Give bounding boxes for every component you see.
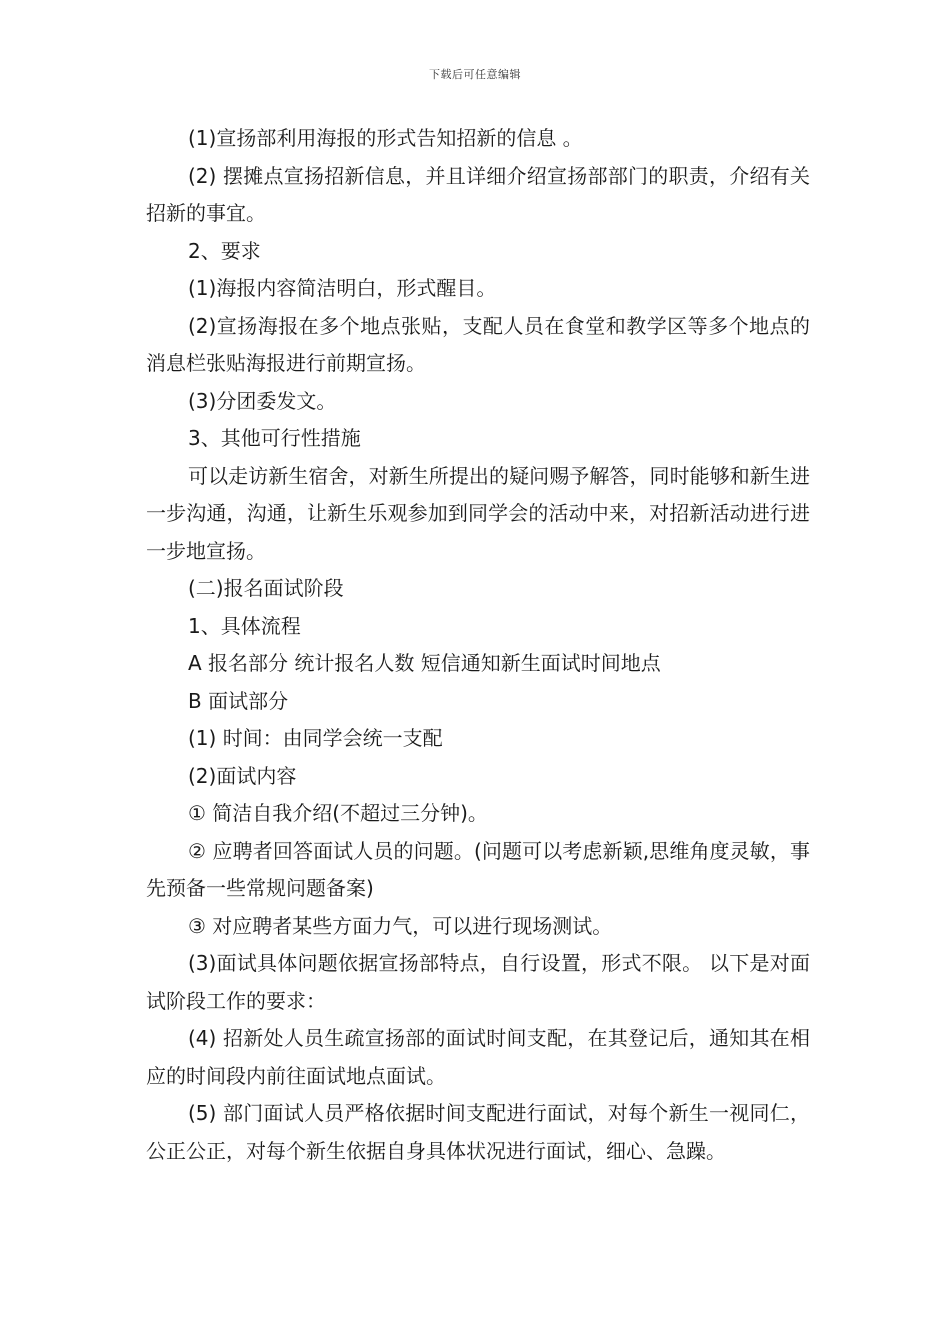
- paragraph: (3)面试具体问题依据宣扬部特点，自行设置，形式不限。 以下是对面试阶段工作的要求：: [146, 951, 810, 1013]
- paragraph: (1)宣扬部利用海报的形式告知招新的信息 。: [188, 126, 583, 150]
- section-heading: 2、要求: [188, 238, 261, 263]
- section-heading: 3、其他可行性措施: [188, 426, 361, 450]
- paragraph: 可以走访新生宿舍，对新生所提出的疑问赐予解答，同时能够和新生进一步沟通，沟通，让新生乐观参加到同学会的活动中来，对招新活动进行进一步地宣扬。: [146, 463, 810, 563]
- paragraph: (5) 部门面试人员严格依据时间支配进行面试，对每个新生一视同仁，公正公正，对每个新生依据自身具体状况进行面试，细心、急躁。: [146, 1101, 810, 1163]
- paragraph: (1) 时间：由同学会统一支配: [188, 726, 443, 750]
- paragraph: (2) 摆摊点宣扬招新信息，并且详细介绍宣扬部部门的职责，介绍有关招新的事宜。: [146, 163, 810, 225]
- document-body: [146, 120, 810, 1170]
- paragraph: (4) 招新处人员生疏宣扬部的面试时间支配，在其登记后，通知其在相应的时间段内前往面试地点面试。: [146, 1026, 810, 1088]
- section-heading: (二)报名面试阶段: [188, 576, 344, 600]
- paragraph: (2)宣扬海报在多个地点张贴，支配人员在食堂和教学区等多个地点的消息栏张贴海报进行前期宣扬。: [146, 313, 810, 375]
- list-item: ③ 对应聘者某些方面力气，可以进行现场测试。: [188, 913, 613, 938]
- paragraph: (2)面试内容: [188, 763, 297, 788]
- paragraph: A 报名部分 统计报名人数 短信通知新生面试时间地点: [188, 651, 661, 675]
- paragraph: (3)分团委发文。: [188, 388, 337, 413]
- list-item: ② 应聘者回答面试人员的问题。(问题可以考虑新颖,思维角度灵敏，事先预备一些常规问题备案): [146, 838, 810, 900]
- paragraph: B 面试部分: [188, 688, 289, 713]
- page-header: 下载后可任意编辑: [429, 68, 521, 81]
- list-item: ① 简洁自我介绍(不超过三分钟)。: [188, 801, 488, 825]
- paragraph: (1)海报内容简洁明白，形式醒目。: [188, 276, 497, 300]
- section-heading: 1、具体流程: [188, 613, 301, 638]
